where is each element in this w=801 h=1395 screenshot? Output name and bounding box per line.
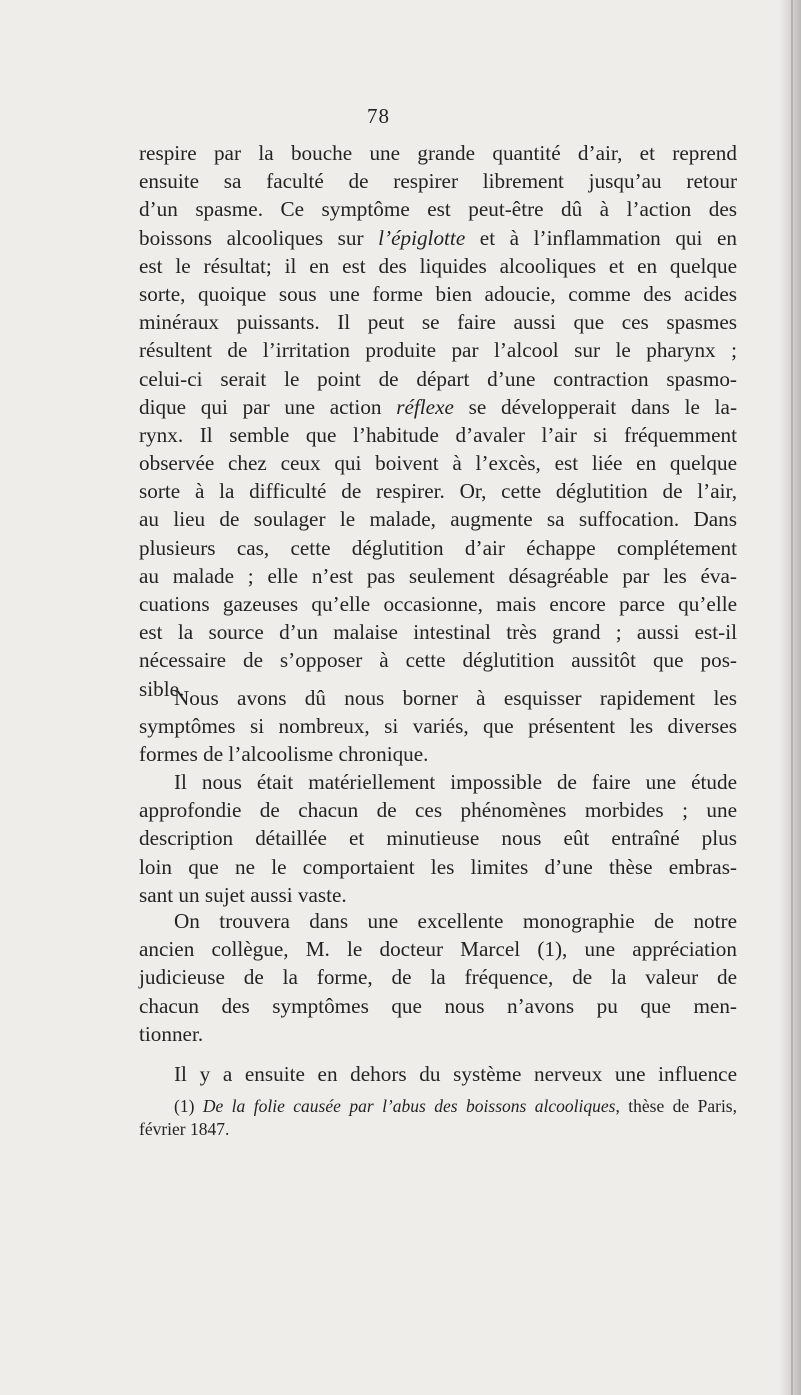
- text-line: celui-ci serait le point de départ d’une contraction spasmo-: [139, 366, 737, 391]
- footnote-line: février 1847.: [139, 1119, 230, 1139]
- text-line: ensuite sa faculté de respirer librement jusqu’au retour: [139, 169, 737, 194]
- text-line: loin que ne le comportaient les limites d’une thèse embras-: [139, 854, 737, 879]
- text-line: sant un sujet aussi vaste.: [139, 882, 347, 907]
- paragraph-5: [139, 1060, 737, 1088]
- text-line: symptômes si nombreux, si variés, que présentent les diverses: [139, 714, 737, 739]
- footnote-title: De la folie causée par l’abus des boissons alcooliques: [202, 1096, 616, 1116]
- page-edge-line: [791, 0, 793, 1395]
- paragraph-2: [139, 684, 737, 769]
- text-line: cuations gazeuses qu’elle occasionne, mais encore parce qu’elle: [139, 592, 737, 616]
- text-line: sible.: [139, 676, 185, 701]
- text-line: au lieu de soulager le malade, augmente sa suffocation. Dans: [139, 507, 737, 532]
- text-line: formes de l’alcoolisme chronique.: [139, 742, 429, 767]
- text-line: nécessaire de s’opposer à cette déglutition aussitôt que pos-: [139, 648, 737, 673]
- paragraph-1: [139, 139, 737, 703]
- text-line: boissons alcooliques sur l’épiglotte et à l’inflammation qui en: [139, 225, 737, 250]
- text-line: est la source d’un malaise intestinal très grand ; aussi est-il: [139, 620, 737, 645]
- page-number: 78: [367, 104, 390, 128]
- text-line: chacun des symptômes que nous n’avons pu que men-: [139, 993, 737, 1018]
- text-line: résultent de l’irritation produite par l’alcool sur le pharynx ;: [139, 338, 737, 363]
- paragraph-3: [139, 768, 737, 909]
- text-line: Nous avons dû nous borner à esquisser rapidement les: [174, 686, 737, 710]
- text-line: sorte, quoique sous une forme bien adoucie, comme des acides: [139, 281, 737, 306]
- text-line: ancien collègue, M. le docteur Marcel (1), une appréciation: [139, 937, 737, 962]
- page-edge-shadow: [779, 0, 801, 1395]
- text-line: est le résultat; il en est des liquides alcooliques et en quelque: [139, 253, 737, 278]
- footnote: [139, 1095, 737, 1141]
- text-line: tionner.: [139, 1021, 204, 1046]
- italic-term-epiglotte: l’épiglotte: [378, 225, 466, 250]
- text-line: d’un spasme. Ce symptôme est peut-être dû à l’action des: [139, 197, 737, 222]
- text-line: On trouvera dans une excellente monographie de notre: [174, 909, 737, 933]
- text-line: observée chez ceux qui boivent à l’excès, est liée en quelque: [139, 451, 737, 476]
- text-line: approfondie de chacun de ces phénomènes morbides ; une: [139, 798, 737, 823]
- text-line: dique qui par une action réflexe se développerait dans le la-: [139, 394, 737, 419]
- text-line: respire par la bouche une grande quantité d’air, et reprend: [139, 141, 737, 165]
- text-line: sorte à la difficulté de respirer. Or, cette déglutition de l’air,: [139, 479, 737, 504]
- text-line: rynx. Il semble que l’habitude d’avaler l’air si fréquemment: [139, 422, 737, 447]
- text-line: plusieurs cas, cette déglutition d’air échappe complétement: [139, 535, 737, 560]
- text-line: minéraux puissants. Il peut se faire aussi que ces spasmes: [139, 310, 737, 335]
- text-line: au malade ; elle n’est pas seulement désagréable par les éva-: [139, 563, 737, 588]
- text-line: Il nous était matériellement impossible de faire une étude: [174, 770, 737, 794]
- text-line: Il y a ensuite en dehors du système nerveux une influence: [174, 1062, 737, 1086]
- italic-term-reflexe: réflexe: [396, 394, 454, 419]
- text-line: description détaillée et minutieuse nous eût entraîné plus: [139, 826, 737, 851]
- footnote-line: (1) De la folie causée par l’abus des boissons alcooliques, thèse de Paris,: [174, 1096, 737, 1116]
- paragraph-4: [139, 907, 737, 1048]
- text-line: judicieuse de la forme, de la fréquence, de la valeur de: [139, 965, 737, 990]
